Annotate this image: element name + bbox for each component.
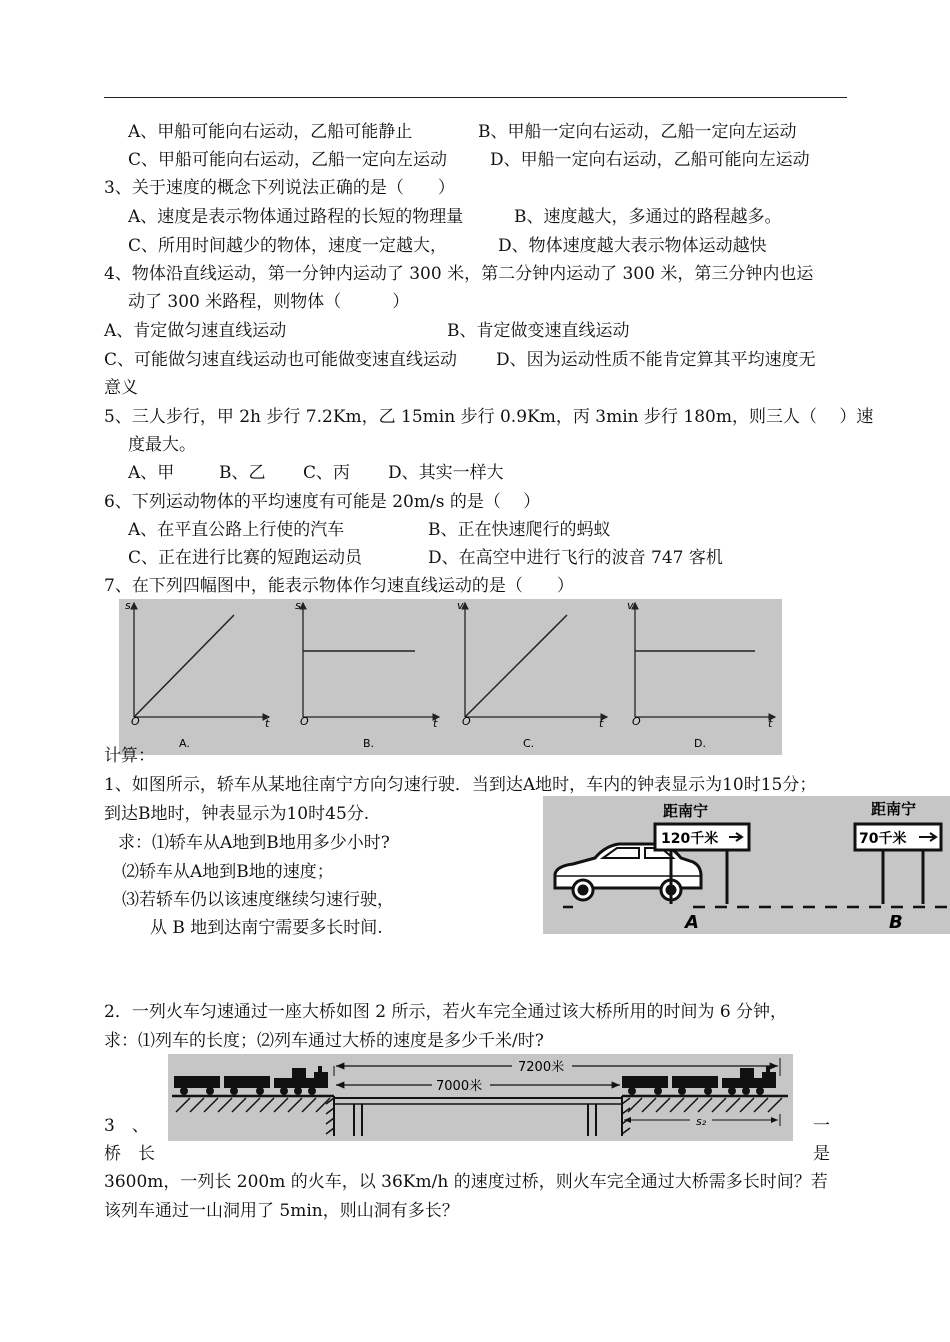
c3-right-fragment1: 一 (813, 1116, 830, 1136)
c1-question3: ⑶若轿车仍以该速度继续匀速行驶， (122, 890, 394, 910)
dimension-bridge (336, 1078, 620, 1094)
graph-a (125, 599, 270, 750)
dimension-total-label: 7200米 (518, 1060, 565, 1075)
car-signs-svg (543, 796, 950, 934)
sign-a-title: 距南宁 (663, 802, 709, 820)
graph-c-x-axis-label: t (599, 717, 604, 730)
q5-option-c: C、丙 (303, 463, 351, 483)
q5-stem-line2: 度最大。 (128, 435, 196, 455)
graph-c-line (465, 615, 567, 717)
c3-right-fragment2: 是 (813, 1144, 830, 1164)
train-right-icon (622, 1066, 776, 1095)
sign-b-title: 距南宁 (871, 800, 917, 818)
sign-b-distance: 70千米 (859, 831, 907, 847)
bridge (334, 1098, 622, 1136)
c3-number: 3 、 (104, 1116, 149, 1136)
graph-d-y-axis-label: v (627, 599, 634, 612)
train-bridge-svg (168, 1054, 793, 1141)
c3-line3: 3600m，一列长 200m 的火车，以 36Km/h 的速度过桥，则火车完全通过大桥需多长时间？若 (104, 1172, 828, 1192)
q4-stem-line1: 4、物体沿直线运动，第一分钟内运动了 300 米，第二分钟内运动了 300 米，第三分钟内也运 (104, 264, 814, 284)
graph-c (457, 599, 607, 750)
q3-option-b: B、速度越大，多通过的路程越多。 (514, 207, 782, 227)
q4-stem-line2: 动了 300 米路程，则物体（ ） (128, 292, 410, 312)
q6-option-b: B、正在快速爬行的蚂蚁 (428, 520, 611, 540)
graph-a-line (134, 615, 234, 717)
graph-c-label: C. (523, 737, 535, 750)
graph-b (295, 599, 439, 750)
graph-d-x-axis-label: t (768, 717, 773, 730)
motion-graphs-figure (119, 599, 782, 755)
q4-option-c: C、可能做匀速直线运动也可能做变速直线运动 (104, 350, 458, 370)
dimension-total (334, 1058, 780, 1076)
c1-question1: 求：⑴轿车从A地到B地用多少小时? (118, 833, 390, 853)
q5-option-a: A、甲 (128, 463, 175, 483)
graph-d-label: D. (694, 737, 706, 750)
graph-b-label: B. (363, 737, 375, 750)
car-signs-figure (543, 796, 950, 934)
c1-line2: 到达B地时，钟表显示为10时45分. (104, 804, 370, 824)
graph-a-origin: O (131, 715, 140, 728)
q2-option-c: C、甲船可能向右运动，乙船一定向左运动 (128, 150, 448, 170)
q3-option-c: C、所用时间越少的物体，速度一定越大， (128, 236, 448, 256)
c2-line1: 2．一列火车匀速通过一座大桥如图 2 所示，若火车完全通过该大桥所用的时间为 6 分钟， (104, 1002, 788, 1022)
q6-option-a: A、在平直公路上行使的汽车 (128, 520, 345, 540)
graph-c-y-axis-label: v (457, 599, 464, 612)
car-icon (555, 844, 701, 900)
q4-option-a: A、肯定做匀速直线运动 (104, 321, 287, 341)
q4-option-d-cont: 意义 (104, 378, 138, 398)
q5-option-b: B、乙 (219, 463, 266, 483)
sign-b (855, 800, 941, 933)
dimension-bridge-label: 7000米 (436, 1079, 483, 1094)
q6-option-d: D、在高空中进行飞行的波音 747 客机 (428, 548, 723, 568)
dimension-s2 (622, 1114, 780, 1128)
q6-stem: 6、下列运动物体的平均速度有可能是 20m/s 的是（ ） (104, 492, 541, 512)
sign-a-distance: 120千米 (661, 831, 719, 847)
q7-stem: 7、在下列四幅图中，能表示物体作匀速直线运动的是（ ） (104, 576, 574, 596)
c3-line4: 该列车通过一山洞用了 5min，则山洞有多长？ (104, 1201, 459, 1221)
graph-a-x-axis-label: t (265, 717, 270, 730)
calc-heading: 计算： (104, 746, 155, 766)
c3-left-fragment2: 桥 长 (104, 1144, 155, 1164)
graph-d (627, 599, 775, 750)
graph-b-y-axis-label: s (295, 599, 301, 612)
graph-b-origin: O (300, 715, 309, 728)
graph-d-origin: O (632, 715, 641, 728)
q3-option-d: D、物体速度越大表示物体运动越快 (498, 236, 767, 256)
q2-option-b: B、甲船一定向右运动，乙船一定向左运动 (478, 122, 797, 142)
header-rule (104, 97, 847, 98)
point-a-label: A (685, 912, 699, 933)
graph-a-label: A. (179, 737, 190, 750)
graph-a-y-axis-label: s (125, 599, 131, 612)
q5-stem-line1: 5、三人步行，甲 2h 步行 7.2Km，乙 15min 步行 0.9Km，丙 3min 步行 180m，则三人（ ）速 (104, 407, 874, 427)
q4-option-b: B、肯定做变速直线运动 (447, 321, 630, 341)
q5-option-d: D、其实一样大 (388, 463, 504, 483)
c1-question2: ⑵轿车从A地到B地的速度； (122, 862, 334, 882)
train-left-icon (174, 1066, 328, 1095)
graph-c-origin: O (462, 715, 471, 728)
point-b-label: B (889, 912, 903, 933)
q2-option-d: D、甲船一定向右运动，乙船可能向左运动 (490, 150, 810, 170)
q3-option-a: A、速度是表示物体通过路程的长短的物理量 (128, 207, 464, 227)
motion-graphs-svg (119, 599, 782, 755)
q3-stem: 3、关于速度的概念下列说法正确的是（ ） (104, 178, 455, 198)
ground-left (172, 1096, 334, 1136)
q6-option-c: C、正在进行比赛的短跑运动员 (128, 548, 363, 568)
c1-line1: 1、如图所示，轿车从某地往南宁方向匀速行驶．当到达A地时，车内的钟表显示为10时15分； (104, 775, 817, 795)
train-bridge-figure (168, 1054, 793, 1141)
c2-line2: 求：⑴列车的长度；⑵列车通过大桥的速度是多少千米/时? (104, 1031, 544, 1051)
c1-question3-cont: 从 B 地到达南宁需要多长时间. (150, 918, 383, 938)
q4-option-d: D、因为运动性质不能肯定算其平均速度无 (496, 350, 816, 370)
dimension-s2-label: s₂ (696, 1115, 707, 1128)
graph-b-x-axis-label: t (433, 717, 438, 730)
q2-option-a: A、甲船可能向右运动，乙船可能静止 (128, 122, 413, 142)
